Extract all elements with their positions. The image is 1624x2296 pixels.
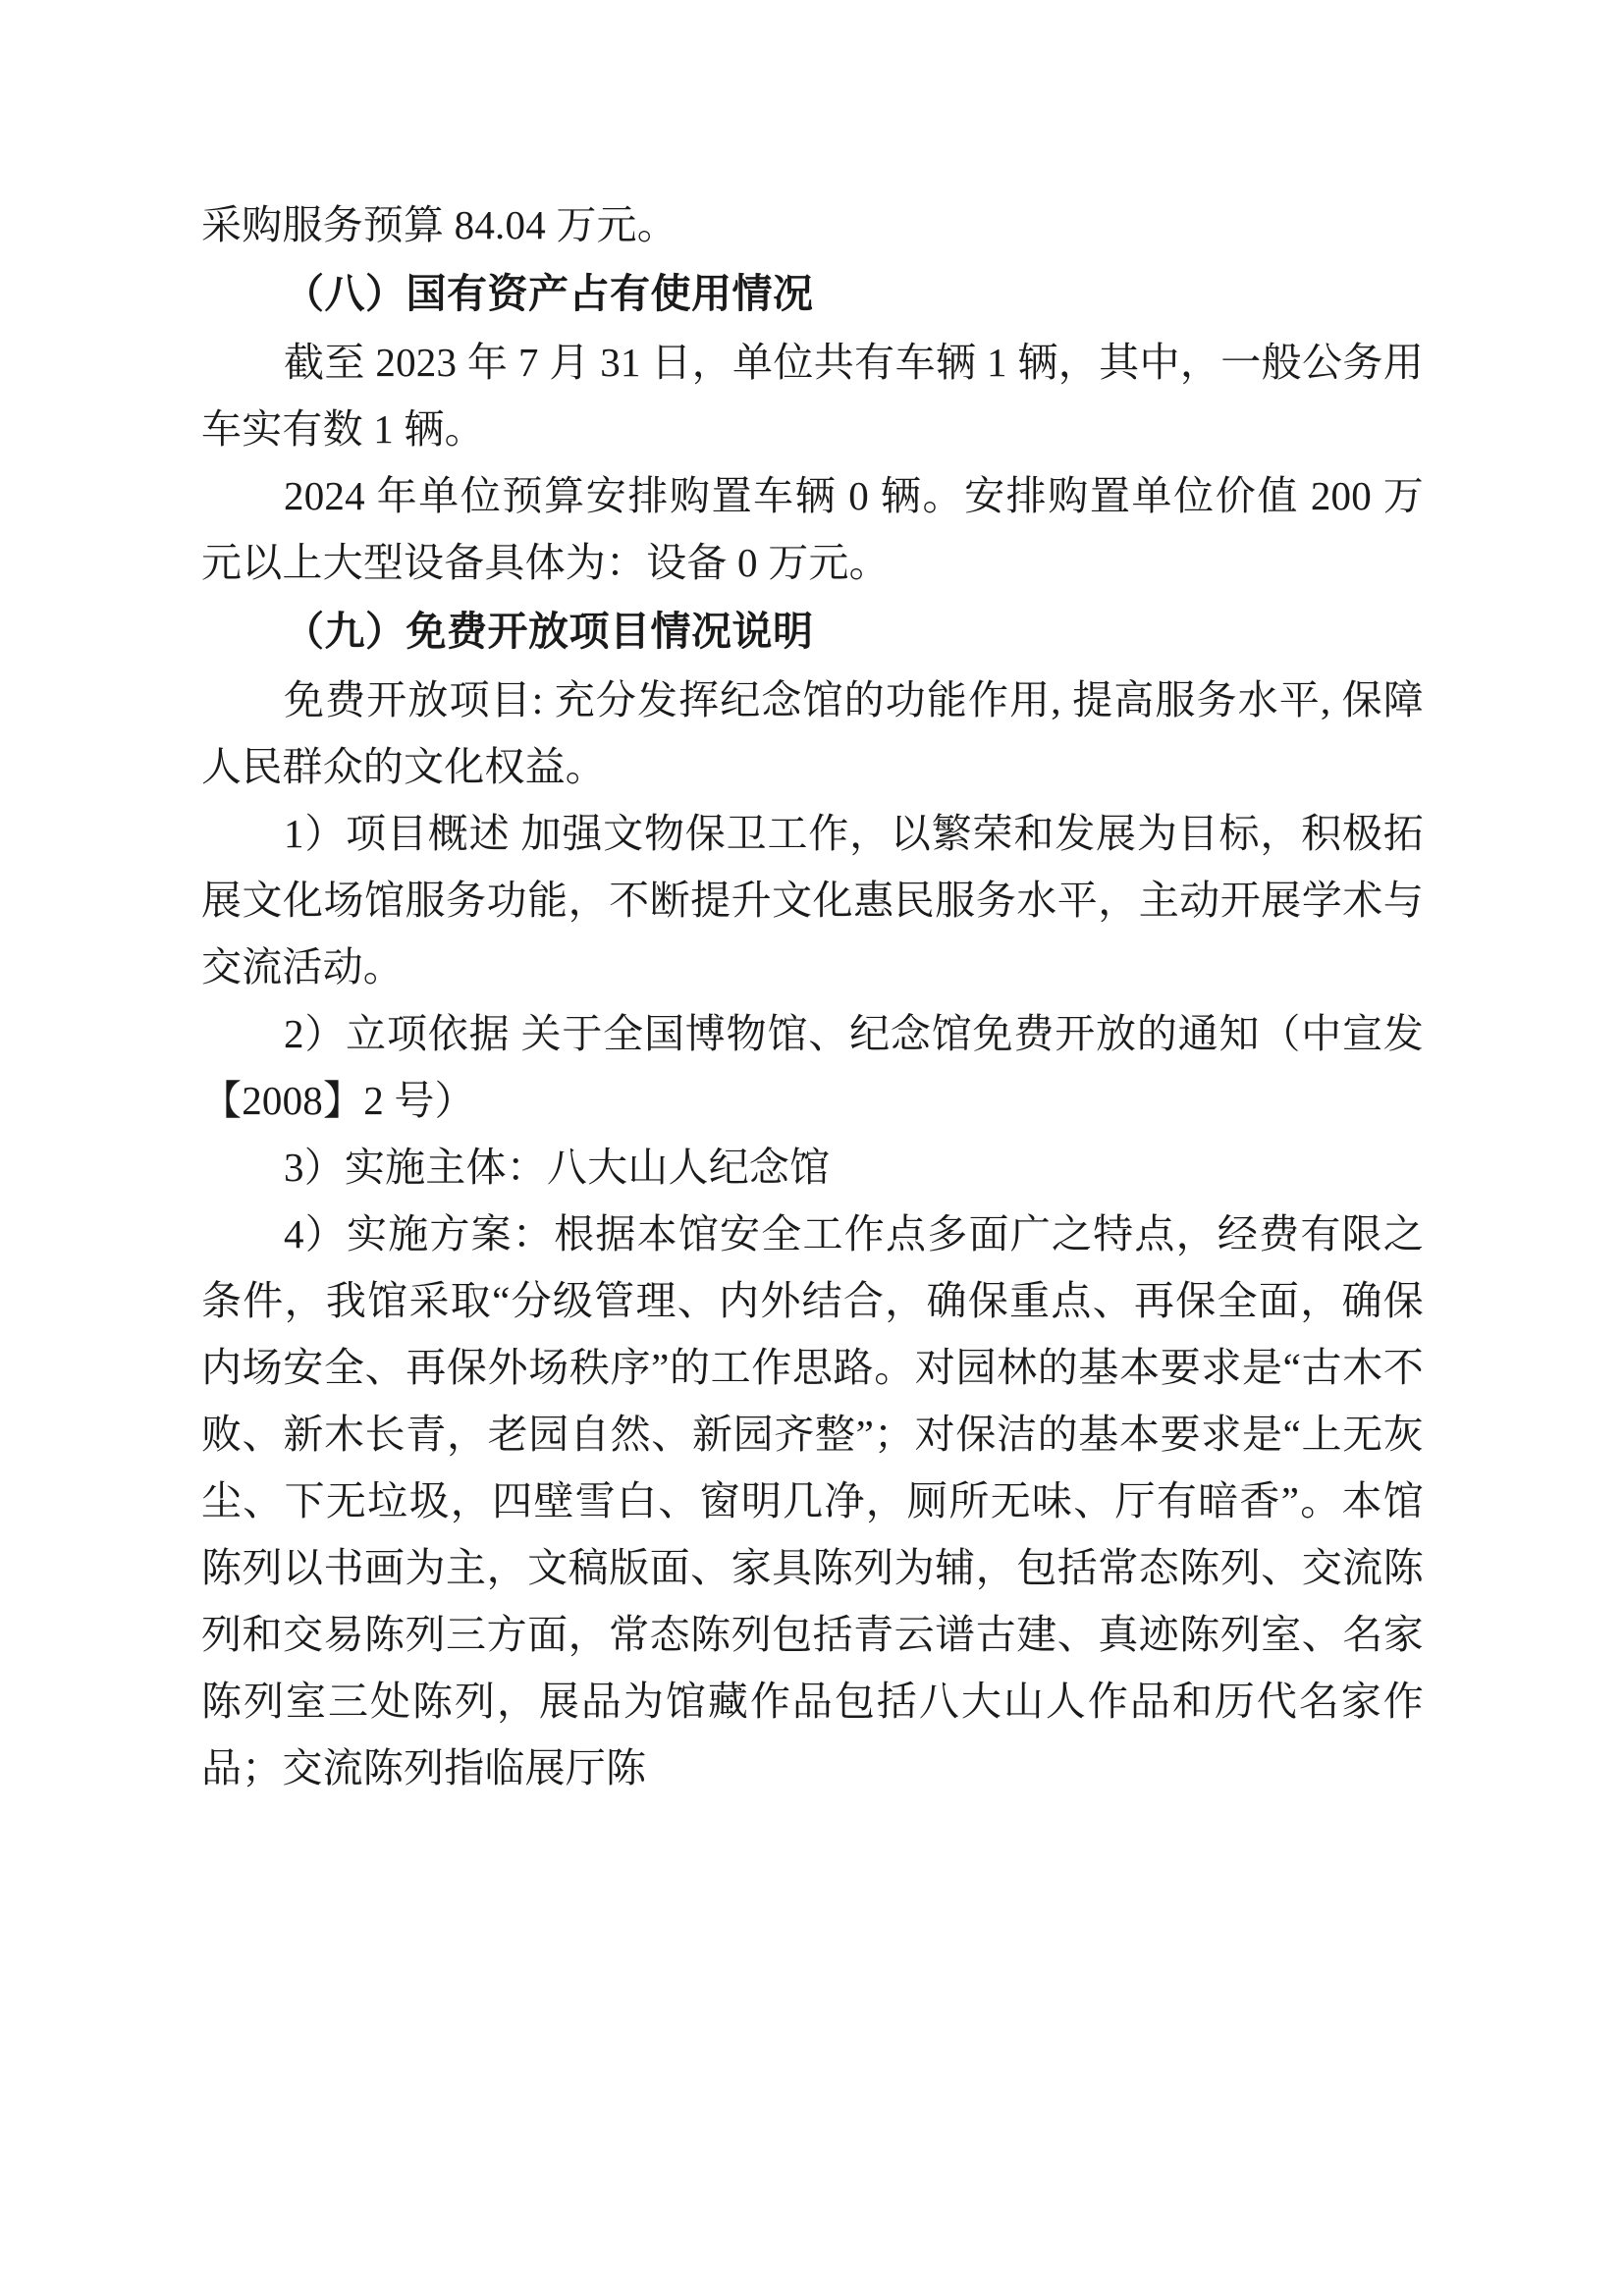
paragraph-procurement-budget: 采购服务预算 84.04 万元。 (201, 202, 677, 247)
paragraph-item-2-basis: 2）立项依据 关于全国博物馆、纪念馆免费开放的通知（中宣发【2008】2 号） (201, 1011, 1424, 1123)
paragraph-item-3-entity: 3）实施主体：八大山人纪念馆 (284, 1145, 831, 1190)
paragraph-2024-vehicle-purchase: 2024 年单位预算安排购置车辆 0 辆。安排购置单位价值 200 万元以上大型设备具体为：设备 0 万元。 (201, 473, 1424, 585)
paragraph-item-1-overview: 1）项目概述 加强文物保卫工作，以繁荣和发展为目标，积极拓展文化场馆服务功能，不断提升文化惠民服务水平，主动开展学术与交流活动。 (201, 811, 1424, 989)
paragraph-free-open-project: 免费开放项目: 充分发挥纪念馆的功能作用, 提高服务水平, 保障人民群众的文化权益。 (201, 677, 1424, 789)
document-body (201, 191, 1424, 1801)
paragraph-vehicle-status: 截至 2023 年 7 月 31 日，单位共有车辆 1 辆，其中，一般公务用车实有数 1 辆。 (201, 340, 1424, 452)
heading-section-nine: （九）免费开放项目情况说明 (284, 609, 814, 654)
heading-section-eight: （八）国有资产占有使用情况 (284, 271, 814, 316)
paragraph-item-4-plan: 4）实施方案：根据本馆安全工作点多面广之特点，经费有限之条件，我馆采取“分级管理、内外结合，确保重点、再保全面，确保内场安全、再保外场秩序”的工作思路。对园林的基本要求是“古木不败、新木长青，老园自然、新园齐整”；对保洁的基本要求是“上无灰尘、下无垃圾，四壁雪白、窗明几净，厕所无味、厅有暗香”。本馆陈列以书画为主，文稿版面、家具陈列为辅，包括常态陈列、交流陈列和交易陈列三方面，常态陈列包括青云谱古建、真迹陈列室、名家陈列室三处陈列，展品为馆藏作品包括八大山人作品和历代名家作品；交流陈列指临展厅陈 (201, 1211, 1424, 1790)
